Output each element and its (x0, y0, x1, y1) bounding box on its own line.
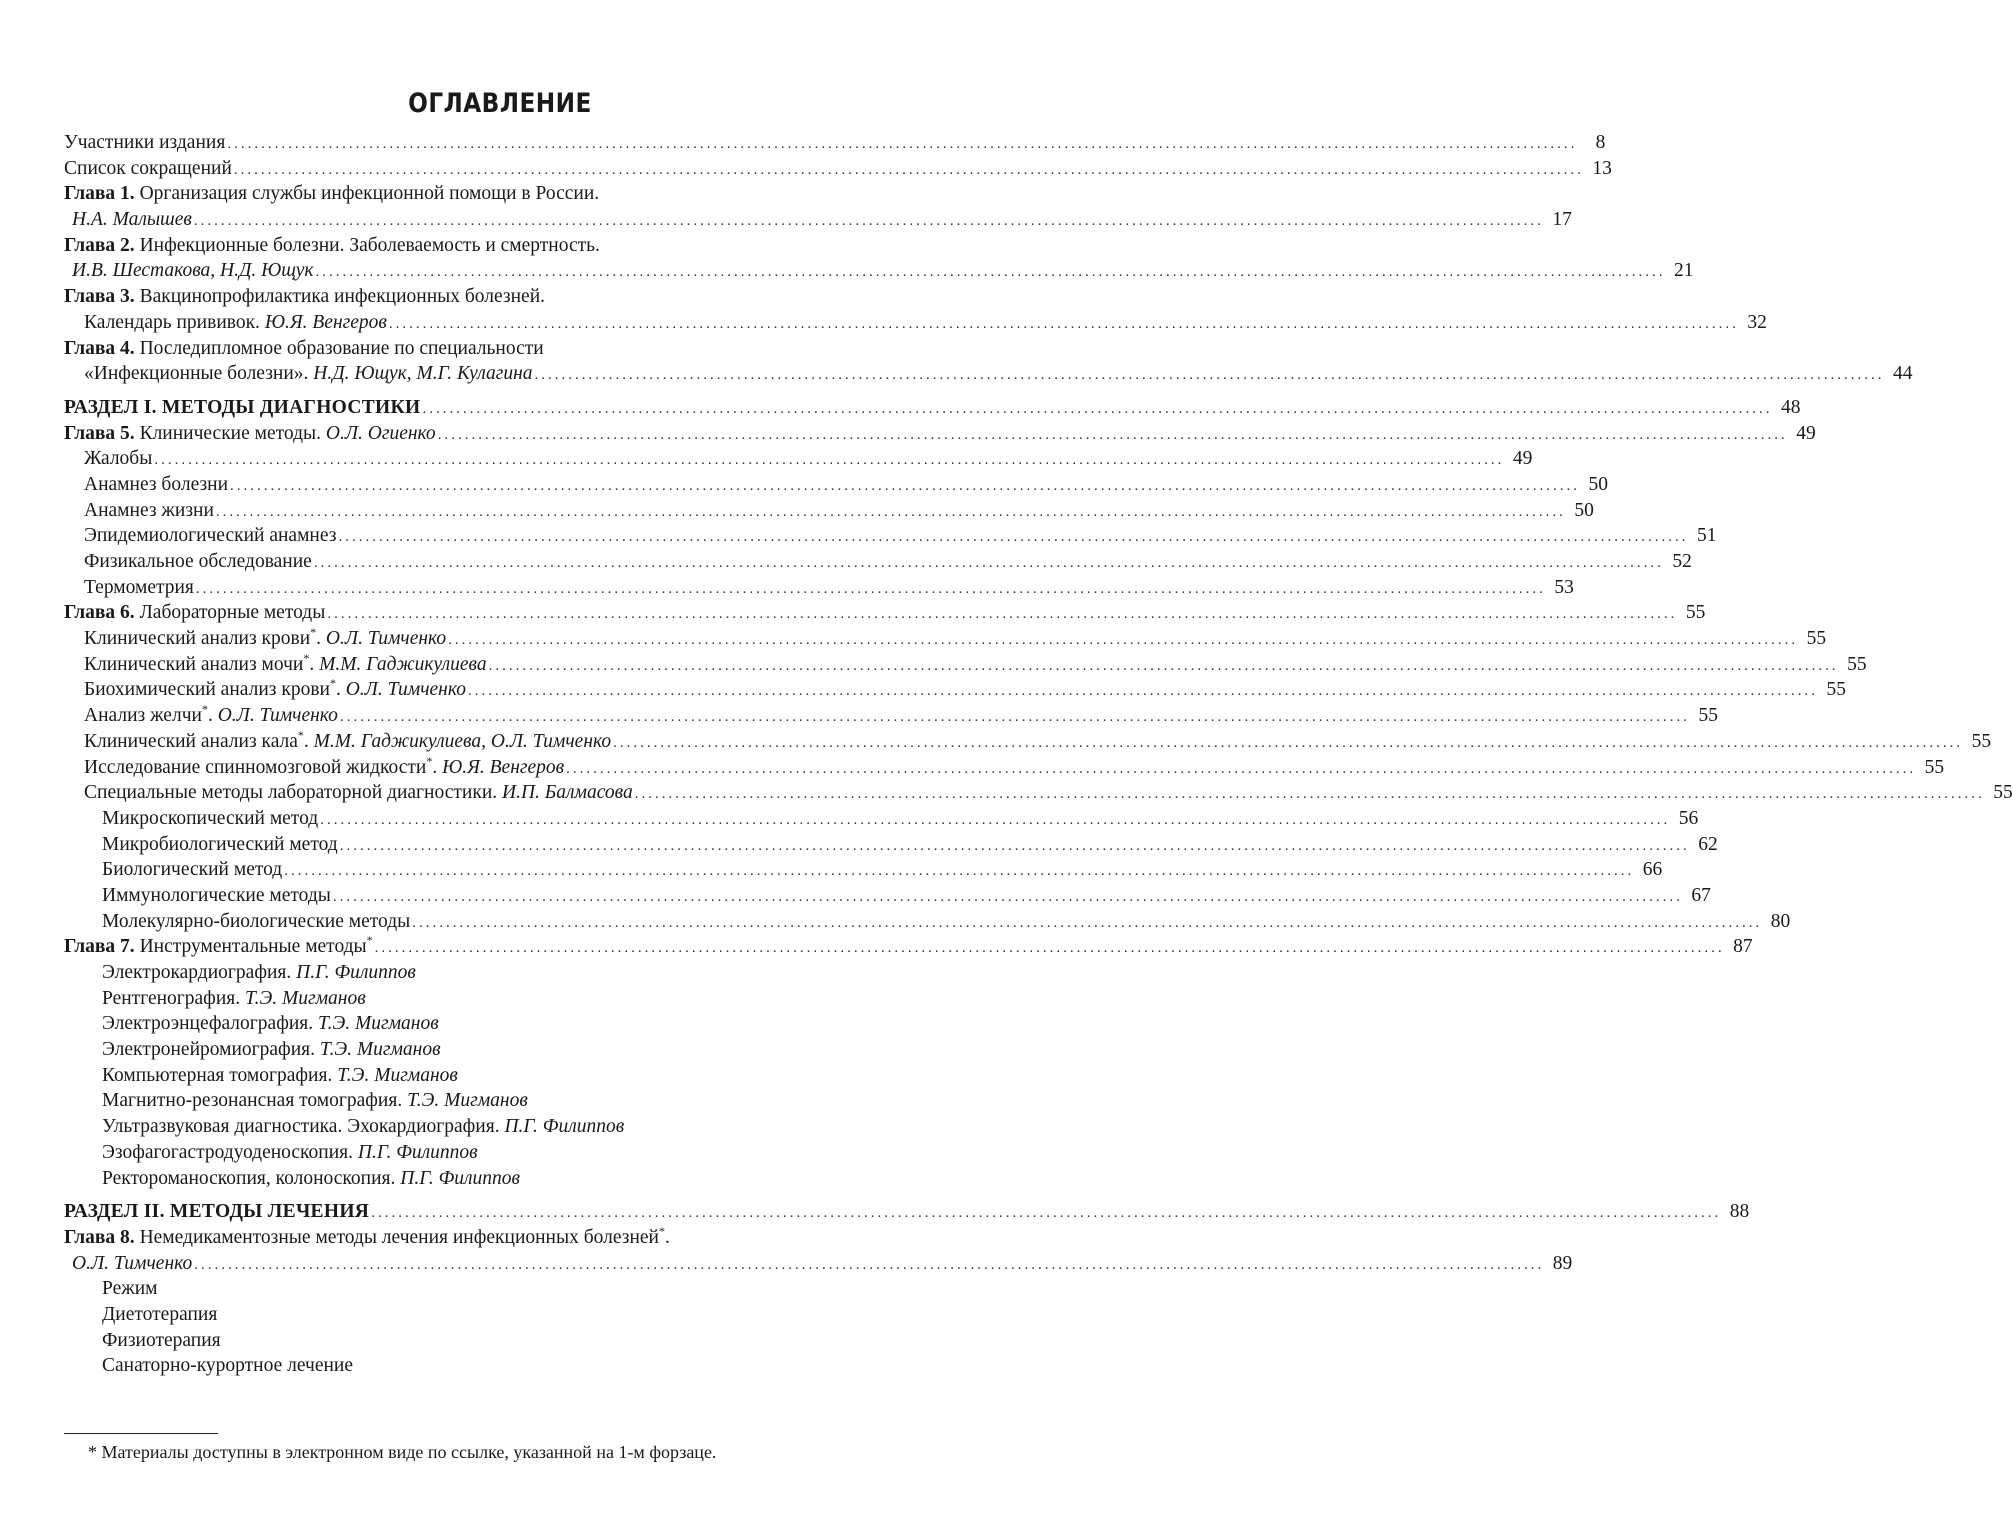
entry-title: Клинический анализ мочи (84, 653, 304, 675)
entry-author: Т.Э. Мигманов (319, 1039, 441, 1061)
entry-title: Специальные методы лабораторной диагностики. (84, 782, 498, 804)
entry-title: Санаторно-курортное лечение (102, 1355, 353, 1377)
leader-dots: ........................................................................................................................................................................................................ (233, 161, 1584, 178)
toc-chapter-row[interactable] (64, 233, 890, 259)
section-title: РАЗДЕЛ II. МЕТОДЫ ЛЕЧЕНИЯ (64, 1201, 370, 1223)
entry-author: Ю.Я. Венгеров (442, 756, 565, 778)
entry-title: Клинический анализ крови (84, 628, 311, 650)
leader-dots: ........................................................................................................................................................................................................ (371, 1205, 1722, 1222)
footnote-mark: * (366, 933, 373, 948)
entry-punct: . (335, 679, 341, 701)
leader-dots: ........................................................................................................................................................................................................ (195, 580, 1546, 597)
entry-author: Ю.Я. Венгеров (264, 311, 387, 333)
page-number: 55 (1806, 628, 1827, 650)
entry-author: И.В. Шестакова, Н.Д. Ющук (72, 260, 314, 282)
entry-punct: . (207, 705, 213, 727)
entry-title: Жалобы (84, 448, 153, 470)
toc-entry-row[interactable] (64, 523, 1717, 549)
toc-chapter-row[interactable] (64, 933, 1753, 960)
entry-title: Эпидемиологический анамнез (84, 525, 337, 547)
toc-entry-row[interactable] (64, 472, 1609, 498)
entry-author: Т.Э. Мигманов (318, 1013, 439, 1035)
leader-dots: ........................................................................................................................................................................................................ (339, 709, 1690, 726)
toc-entry-row[interactable] (64, 1088, 890, 1114)
entry-title: Лабораторные методы (139, 602, 326, 624)
footnote-mark: * (201, 702, 208, 717)
entry-author: О.Л. Тимченко (345, 679, 466, 701)
leader-dots: ........................................................................................................................................................................................................ (339, 837, 1690, 854)
entry-author: Т.Э. Мигманов (407, 1090, 528, 1112)
entry-punct: . (303, 730, 309, 752)
entry-title: Микробиологический метод (102, 833, 338, 855)
entry-title: Биохимический анализ крови (84, 679, 330, 701)
leader-dots: ........................................................................................................................................................................................................ (227, 136, 1578, 152)
leader-dots: ........................................................................................................................................................................................................ (338, 529, 1689, 546)
page-number: 13 (1592, 157, 1612, 179)
toc-chapter-row[interactable] (64, 421, 1816, 447)
entry-author: О.Л. Тимченко (325, 628, 447, 650)
entry-punct: . (316, 628, 322, 650)
toc-entry-row[interactable] (64, 1011, 890, 1037)
entry-title: Инструментальные методы (139, 936, 367, 958)
chapter-number: Глава 7. (64, 936, 135, 958)
entry-author: И.П. Балмасова (502, 782, 633, 804)
toc-entry-row[interactable] (64, 986, 890, 1012)
entry-author: П.Г. Филиппов (400, 1167, 520, 1189)
footnote (88, 1442, 716, 1463)
entry-author: М.М. Гаджикулиева (319, 653, 487, 675)
page-number: 50 (1588, 473, 1609, 495)
leader-dots: ........................................................................................................................................................................................................ (332, 888, 1683, 905)
page-number: 8 (1595, 132, 1606, 153)
page-number: 80 (1770, 910, 1791, 932)
entry-title: Физикальное обследование (84, 551, 312, 572)
table-of-contents (64, 130, 2013, 1379)
entry-author: Н.Д. Ющук, М.Г. Кулагина (313, 363, 533, 385)
entry-author: П.Г. Филиппов (296, 962, 416, 983)
toc-entry-row[interactable] (64, 258, 1694, 284)
entry-title: Исследование спинномозговой жидкости (84, 756, 427, 778)
toc-entry-row[interactable] (64, 1114, 890, 1140)
entry-punct: . (665, 1226, 670, 1248)
entry-author: П.Г. Филиппов (504, 1116, 625, 1138)
toc-entry-row[interactable] (64, 549, 1692, 575)
toc-entry-row[interactable] (64, 1166, 890, 1192)
page-number: 56 (1678, 807, 1699, 829)
entry-title: Диетотерапия (102, 1303, 218, 1325)
footnote-mark: * (329, 676, 336, 691)
toc-entry-row[interactable] (64, 1328, 890, 1354)
page-number: 49 (1796, 422, 1816, 444)
entry-title: Анамнез жизни (84, 499, 214, 521)
entry-title: Физиотерапия (102, 1329, 221, 1351)
leader-dots: ........................................................................................................................................................................................................ (194, 1256, 1545, 1273)
entry-title: Компьютерная томография. (102, 1064, 333, 1086)
toc-entry-row[interactable] (64, 702, 1718, 729)
entry-title: Молекулярно-биологические методы (102, 910, 411, 932)
page-number: 44 (1893, 363, 1913, 385)
page-number: 55 (1685, 602, 1706, 624)
chapter-number: Глава 4. (64, 337, 135, 359)
footnote-mark: * (310, 625, 317, 640)
page-number: 88 (1729, 1201, 1750, 1223)
toc-chapter-row[interactable] (64, 1225, 890, 1251)
toc-entry-row[interactable] (64, 909, 1791, 935)
leader-dots: ........................................................................................................................................................................................................ (313, 555, 1664, 571)
footnote-text: Материалы доступны в электронном виде по ссылке, указанной на 1-м форзаце. (101, 1442, 717, 1462)
page-number: 21 (1674, 260, 1694, 282)
toc-entry-row[interactable] (64, 498, 1594, 524)
entry-title: Анамнез болезни (84, 473, 229, 495)
chapter-number: Глава 1. (64, 183, 135, 205)
page-number: 55 (1698, 705, 1718, 727)
entry-title: Клинический анализ кала (84, 730, 298, 752)
leader-dots: ........................................................................................................................................................................................................ (534, 367, 1885, 384)
toc-entry-row[interactable] (64, 780, 2013, 806)
toc-entry-row[interactable] (64, 625, 1827, 652)
leader-dots: ........................................................................................................................................................................................................ (320, 811, 1671, 828)
leader-dots: ........................................................................................................................................................................................................ (230, 477, 1581, 494)
chapter-number: Глава 2. (64, 234, 135, 256)
entry-title: Эзофагогастродуоденоскопия. (102, 1141, 353, 1163)
toc-entry-row[interactable] (64, 156, 1612, 182)
footnote-mark: * (426, 753, 433, 768)
page-number: 89 (1552, 1252, 1573, 1274)
page-number: 49 (1512, 448, 1533, 470)
section-gap (64, 1191, 890, 1199)
toc-entry-row[interactable] (64, 446, 1533, 472)
entry-title: Микроскопический метод (102, 807, 319, 829)
toc-entry-row[interactable] (64, 960, 890, 986)
leader-dots: ........................................................................................................................................................................................................ (327, 606, 1678, 623)
toc-entry-row[interactable] (64, 753, 1945, 781)
footnote-mark: * (303, 650, 310, 665)
page-number: 51 (1696, 525, 1717, 547)
toc-entry-row[interactable] (64, 1251, 1573, 1277)
entry-title: Биологический метод (102, 859, 283, 881)
page-number: 62 (1698, 833, 1718, 855)
page-number: 50 (1574, 499, 1594, 521)
leader-dots: ........................................................................................................................................................................................................ (467, 683, 1818, 700)
page-number: 52 (1672, 551, 1692, 572)
entry-title: Вакцинопрофилактика инфекционных болезней. (139, 286, 546, 308)
chapter-number: Глава 5. (64, 422, 135, 444)
page-number: 17 (1552, 209, 1572, 231)
leader-dots: ........................................................................................................................................................................................................ (315, 264, 1666, 281)
toc-entry-row[interactable] (64, 1276, 890, 1302)
entry-title: Термометрия (84, 576, 194, 598)
toc-entry-row[interactable] (64, 806, 1699, 832)
chapter-number: Глава 6. (64, 602, 135, 624)
entry-title: Рентгенография. (102, 987, 241, 1009)
entry-title: Электроэнцефалография. (102, 1013, 314, 1035)
toc-entry-row[interactable] (64, 1140, 890, 1166)
page-number: 55 (1971, 730, 1992, 752)
entry-title: Режим (102, 1278, 158, 1300)
entry-author: О.Л. Тимченко (72, 1252, 193, 1274)
toc-entry-row[interactable] (64, 857, 1663, 883)
entry-title: Немедикаментозные методы лечения инфекционных болезней (139, 1226, 659, 1248)
toc-entry-row[interactable] (64, 727, 1992, 755)
leader-dots: ........................................................................................................................................................................................................ (412, 914, 1763, 931)
toc-entry-row[interactable] (64, 575, 1574, 601)
page-number: 55 (1993, 782, 2013, 804)
toc-entry-row[interactable] (64, 832, 1718, 858)
entry-title: «Инфекционные болезни». (84, 363, 309, 385)
toc-entry-row[interactable] (64, 676, 1846, 703)
toc-entry-row[interactable] (64, 1353, 890, 1379)
leader-dots: ........................................................................................................................................................................................................ (634, 786, 1985, 803)
page-number: 55 (1826, 679, 1846, 701)
entry-title: Последипломное образование по специальности (139, 337, 544, 359)
toc-entry-row[interactable] (64, 650, 1867, 678)
entry-author: М.М. Гаджикулиева, О.Л. Тимченко (313, 730, 612, 752)
entry-author: Н.А. Малышев (72, 209, 192, 231)
leader-dots: ........................................................................................................................................................................................................ (193, 213, 1544, 230)
entry-title: Электронейромиография. (102, 1039, 315, 1061)
entry-title: Участники издания (64, 132, 226, 153)
toc-entry-row[interactable] (64, 130, 1606, 156)
page-number: 55 (1924, 756, 1945, 778)
entry-author: Т.Э. Мигманов (244, 987, 366, 1009)
page-number: 32 (1747, 311, 1767, 333)
section-title: РАЗДЕЛ I. МЕТОДЫ ДИАГНОСТИКИ (64, 396, 421, 418)
entry-title: Ультразвуковая диагностика. Эхокардиография. (102, 1116, 500, 1138)
toc-section-row[interactable] (64, 395, 1801, 421)
toc-entry-row[interactable] (64, 883, 1711, 909)
entry-title: Организация службы инфекционной помощи в России. (139, 183, 600, 205)
page-number: 53 (1554, 576, 1574, 598)
entry-title: Список сокращений (64, 157, 232, 179)
leader-dots: ........................................................................................................................................................................................................ (488, 657, 1839, 674)
toc-chapter-row[interactable] (64, 600, 1706, 626)
entry-title: Инфекционные болезни. Заболеваемость и смертность. (139, 234, 600, 256)
entry-author: О.Л. Огиенко (325, 422, 436, 444)
leader-dots: ........................................................................................................................................................................................................ (284, 863, 1635, 880)
entry-title: Клинические методы. (139, 422, 321, 444)
chapter-number: Глава 8. (64, 1226, 135, 1248)
toc-entry-row[interactable] (64, 361, 1913, 387)
page-number: 87 (1733, 936, 1753, 958)
leader-dots: ........................................................................................................................................................................................................ (448, 632, 1799, 649)
toc-chapter-row[interactable] (64, 336, 890, 362)
leader-dots: ........................................................................................................................................................................................................ (566, 760, 1917, 777)
entry-punct: . (432, 756, 438, 778)
leader-dots: ........................................................................................................................................................................................................ (437, 426, 1788, 443)
toc-entry-row[interactable] (64, 207, 1572, 233)
leader-dots: ........................................................................................................................................................................................................ (374, 940, 1725, 957)
entry-title: Ректороманоскопия, колоноскопия. (102, 1167, 396, 1189)
page-number: 67 (1691, 884, 1711, 906)
entry-author: О.Л. Тимченко (217, 705, 338, 727)
entry-title: Календарь прививок. (84, 311, 260, 333)
toc-section-row[interactable] (64, 1199, 1750, 1225)
toc-entry-row[interactable] (64, 1302, 890, 1328)
entry-title: Анализ желчи (84, 705, 202, 727)
footnote-star: * (88, 1442, 97, 1462)
entry-title: Магнитно-резонансная томография. (102, 1090, 403, 1112)
toc-entry-row[interactable] (64, 1037, 890, 1063)
entry-title: Электрокардиография. (102, 962, 292, 983)
footnote-mark: * (659, 1223, 665, 1238)
leader-dots: ........................................................................................................................................................................................................ (215, 503, 1566, 520)
entry-author: П.Г. Филиппов (357, 1141, 478, 1163)
leader-dots: ........................................................................................................................................................................................................ (613, 734, 1964, 751)
toc-entry-row[interactable] (64, 1063, 890, 1089)
page-number: 48 (1780, 396, 1801, 418)
leader-dots: ........................................................................................................................................................................................................ (422, 400, 1773, 417)
entry-punct: . (309, 653, 315, 675)
leader-dots: ........................................................................................................................................................................................................ (154, 452, 1505, 469)
entry-title: Иммунологические методы (102, 884, 331, 906)
toc-entry-row[interactable] (64, 310, 1767, 336)
entry-author: Т.Э. Мигманов (337, 1064, 458, 1086)
toc-chapter-row[interactable] (64, 284, 890, 310)
toc-chapter-row[interactable] (64, 181, 890, 207)
page-title: ОГЛАВЛЕНИЕ (408, 88, 592, 119)
leader-dots: ........................................................................................................................................................................................................ (388, 315, 1739, 332)
footnote-divider (64, 1433, 218, 1434)
chapter-number: Глава 3. (64, 286, 135, 308)
footnote-mark: * (297, 727, 304, 742)
page-number: 66 (1642, 859, 1663, 881)
page-number: 55 (1847, 653, 1867, 675)
